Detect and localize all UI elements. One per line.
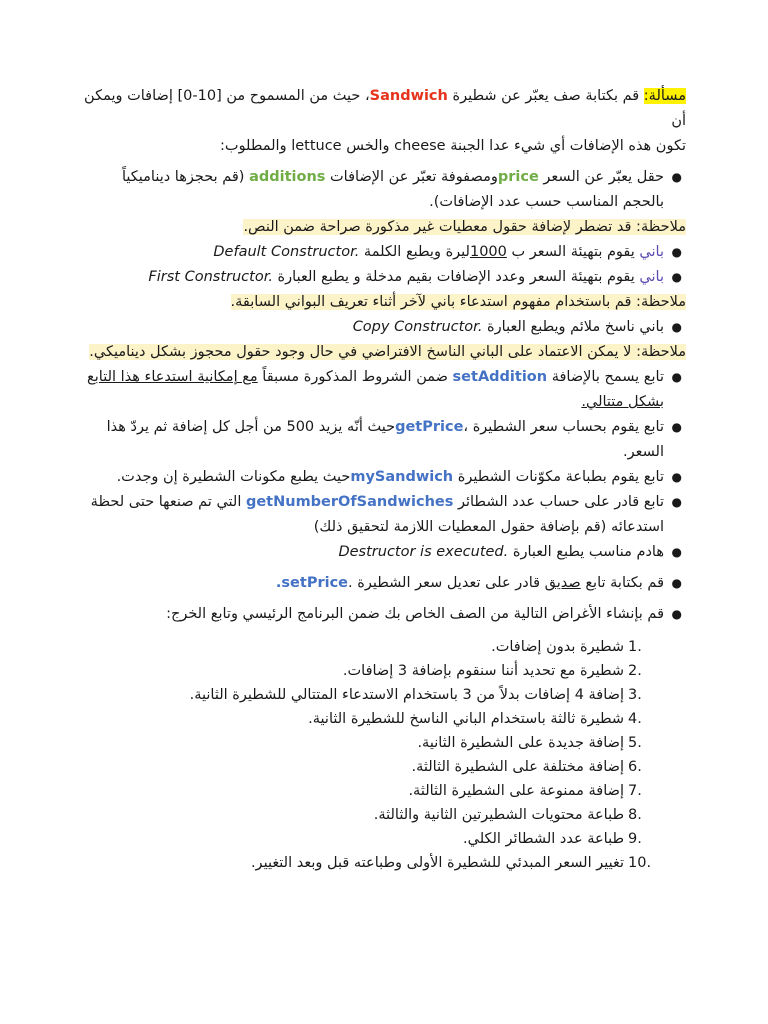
bullet-icon: ● [671, 370, 682, 384]
fn-set-price: setPrice. [275, 575, 348, 591]
step-text: تغيير السعر المبدئي للشطيرة الأولى وطباعته قبل وبعد التغيير. [250, 855, 624, 871]
step-item [82, 659, 686, 683]
fn-get-number-of-sandwiches: getNumberOfSandwiches [245, 494, 454, 510]
step-number: 2. [628, 663, 642, 679]
list-item-destructor [82, 540, 686, 565]
step-text: إضافة 4 إضافات بدلاً من 3 باستخدام الاستدعاء المتتالي للشطيرة الثانية. [189, 687, 624, 703]
list-item-fields [82, 165, 686, 215]
list-item-set-price [82, 571, 686, 596]
step-number: 7. [628, 783, 642, 799]
list-item-default-constructor [82, 240, 686, 265]
b7-text-1: تابع يقوم بطباعة مكوّنات الشطيرة [453, 469, 664, 485]
bullet-icon: ● [671, 170, 682, 184]
note-1: ملاحظة: قد تضطر لإضافة حقول معطيات غير مذكورة صراحة ضمن النص. [243, 219, 686, 235]
b6-text-1: تابع يقوم بحساب سعر الشطيرة ، [463, 419, 664, 435]
bullet-icon: ● [671, 320, 682, 334]
bullet-icon: ● [671, 245, 682, 259]
steps-list [82, 635, 686, 875]
b8-text-2: التي تم صنعها حتى لحظة [90, 494, 246, 510]
bullet-icon: ● [671, 576, 682, 590]
bullet-icon: ● [671, 495, 682, 509]
step-item [82, 707, 686, 731]
fn-get-price: getPrice [395, 419, 464, 435]
b6-text-3: السعر. [623, 444, 664, 460]
b1-text-3: (قم بحجزها ديناميكياً [121, 169, 250, 185]
bullet-icon: ● [671, 545, 682, 559]
problem-statement [82, 84, 686, 159]
step-number: 4. [628, 711, 642, 727]
b8-text-1: تابع قادر على حساب عدد الشطائر [453, 494, 664, 510]
step-item [82, 635, 686, 659]
b5-text-3: مع إمكانية استدعاء هذا التابع [87, 369, 258, 385]
step-number: 10. [628, 855, 652, 871]
step-text: شطيرة ثالثة باستخدام الباني الناسخ للشطيرة الثانية. [308, 711, 624, 727]
requirements-list [82, 165, 686, 215]
problem-label: مسألة: [643, 88, 686, 104]
step-item [82, 731, 686, 755]
step-text: إضافة ممنوعة على الشطيرة الثالثة. [408, 783, 624, 799]
intro-text-3: تكون هذه الإضافات أي شيء عدا الجبنة cheese والخس lettuce والمطلوب: [220, 138, 686, 154]
step-item [82, 803, 686, 827]
b6-text-2: حيث أنّه يزيد 500 من أجل كل إضافة ثم يردّ هذا [106, 419, 396, 435]
intro-text-1: قم بكتابة صف يعبّر عن شطيرة [447, 88, 644, 104]
bullet-icon: ● [671, 607, 682, 621]
step-text: طباعة محتويات الشطيرتين الثانية والثالثة. [373, 807, 624, 823]
bullet-icon: ● [671, 270, 682, 284]
b9-code: Destructor is executed. [338, 544, 509, 560]
b5-text-1: تابع يسمح بالإضافة [547, 369, 664, 385]
list-item-first-constructor [82, 265, 686, 290]
list-item-my-sandwich [82, 465, 686, 490]
field-price: price [497, 169, 539, 185]
b1-text-1: حقل يعبّر عن السعر [538, 169, 664, 185]
step-number: 1. [628, 639, 642, 655]
step-number: 3. [628, 687, 642, 703]
step-number: 5. [628, 735, 642, 751]
step-item [82, 779, 686, 803]
class-name-sandwich: Sandwich [369, 88, 448, 104]
step-item [82, 755, 686, 779]
step-text: إضافة مختلفة على الشطيرة الثالثة. [411, 759, 624, 775]
b7-text-2: حيث يطبع مكونات الشطيرة إن وجدت. [116, 469, 351, 485]
friend-list [82, 571, 686, 596]
note-2: ملاحظة: قم باستخدام مفهوم استدعاء باني لآخر أثناء تعريف البواني السابقة. [230, 294, 686, 310]
step-number: 9. [628, 831, 642, 847]
list-item-set-addition [82, 365, 686, 415]
step-number: 6. [628, 759, 642, 775]
step-text: طباعة عدد الشطائر الكلي. [463, 831, 624, 847]
b2-number: 1000 [469, 244, 507, 260]
step-text: إضافة جديدة على الشطيرة الثانية. [417, 735, 624, 751]
b10-text-2: قادر على تعديل سعر الشطيرة . [348, 575, 545, 591]
b1-text-4: بالحجم المناسب حسب عدد الإضافات). [429, 194, 664, 210]
note-3: ملاحظة: لا يمكن الاعتماد على الباني الناسخ الافتراضي في حال وجود حقول محجوز بشكل ديناميكي. [89, 344, 686, 360]
fn-my-sandwich: mySandwich [350, 469, 454, 485]
b1-text-2: ومصفوفة تعبّر عن الإضافات [325, 169, 498, 185]
constructors-list [82, 240, 686, 290]
intro-text-2: ، حيث من المسموح من [10-0] إضافات ويمكن أن [84, 88, 686, 129]
step-item [82, 683, 686, 707]
fn-set-addition: setAddition [452, 369, 548, 385]
b3-text-1: يقوم بتهيئة السعر وعدد الإضافات بقيم مدخلة و يطبع العبارة [272, 269, 640, 285]
b9-text-1: هادم مناسب يطبع العبارة [508, 544, 664, 560]
b3-word-constructor: باني [639, 269, 664, 285]
field-additions: additions [249, 169, 326, 185]
bullet-icon: ● [671, 420, 682, 434]
b3-code: First Constructor. [148, 269, 273, 285]
b2-text-2: ليرة ويطبع الكلمة [359, 244, 470, 260]
copy-constructor-list [82, 315, 686, 340]
main-program-list [82, 602, 686, 627]
bullet-icon: ● [671, 470, 682, 484]
b10-text-1: قم بكتابة تابع [580, 575, 664, 591]
step-text: شطيرة مع تحديد أننا سنقوم بإضافة 3 إضافات. [342, 663, 624, 679]
b4-code: Copy Constructor. [352, 319, 483, 335]
list-item-get-price [82, 415, 686, 465]
b5-text-2: ضمن الشروط المذكورة مسبقاً [257, 369, 453, 385]
step-number: 8. [628, 807, 642, 823]
list-item-get-number-of-sandwiches [82, 490, 686, 540]
b5-text-4: بشكل متتالي. [581, 394, 664, 410]
list-item-create-objects [82, 602, 686, 627]
step-item [82, 851, 686, 875]
step-item [82, 827, 686, 851]
functions-list [82, 365, 686, 565]
b4-text-1: باني ناسخ ملائم ويطبع العبارة [482, 319, 664, 335]
b2-code: Default Constructor. [213, 244, 360, 260]
step-text: شطيرة بدون إضافات. [491, 639, 624, 655]
b2-text-1: يقوم بتهيئة السعر ب [506, 244, 640, 260]
b8-text-3: استدعائه (قم بإضافة حقول المعطيات اللازمة لتحقيق ذلك) [313, 519, 664, 535]
list-item-copy-constructor [82, 315, 686, 340]
b11-text: قم بإنشاء الأغراض التالية من الصف الخاص بك ضمن البرنامج الرئيسي وتابع الخرج: [166, 606, 664, 622]
b10-word-friend: صديق [544, 575, 581, 591]
b2-word-constructor: باني [639, 244, 664, 260]
